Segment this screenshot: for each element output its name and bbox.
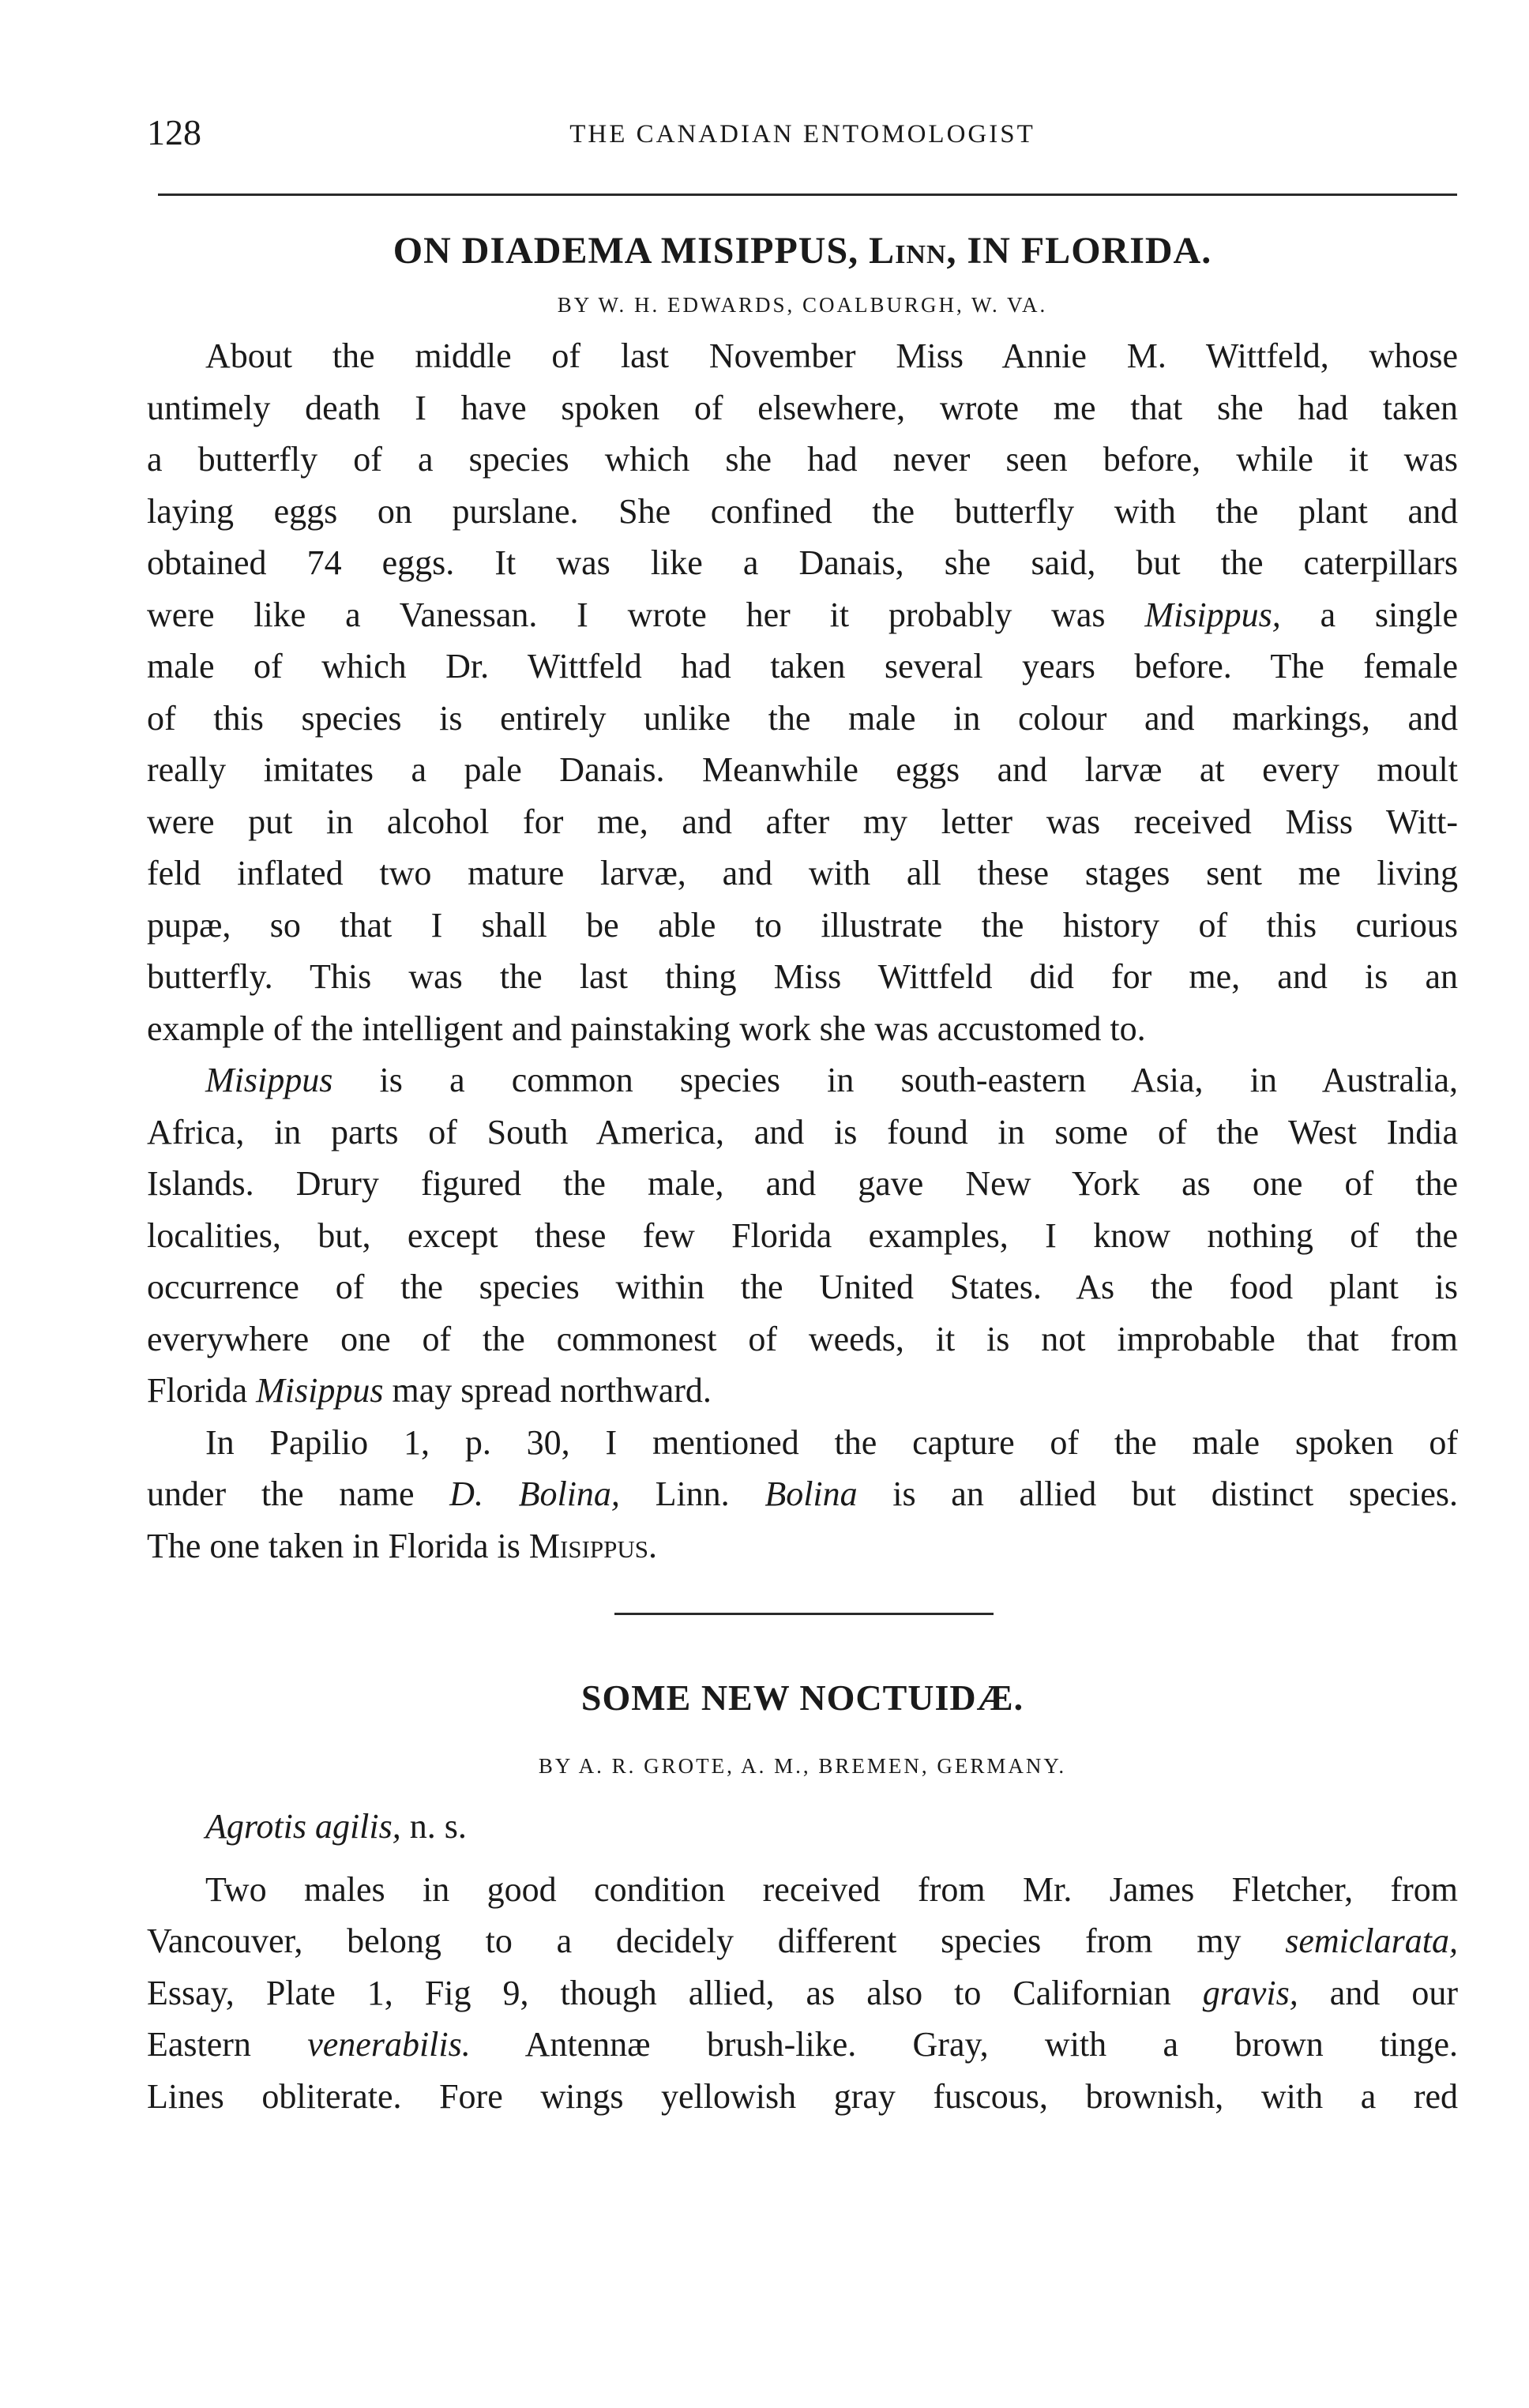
body-line: Lines obliterate. Fore wings yellowish gray fuscous, brownish, with a red bbox=[147, 2076, 1458, 2116]
body-line bbox=[147, 1967, 1458, 2019]
body-line: occurrence of the species within the United States. As the food plant is bbox=[147, 1268, 1458, 1306]
species-italic: gravis, bbox=[1202, 1973, 1298, 2012]
title-part: , IN FLORIDA. bbox=[946, 230, 1212, 272]
article-misippus bbox=[147, 226, 1458, 1572]
text-run: The one taken in Florida is bbox=[147, 1526, 529, 1565]
species-italic: venerabilis. bbox=[307, 2025, 471, 2064]
text-run: were like a Vanessan. I wrote her it probably was bbox=[147, 595, 1106, 634]
text-run: a single bbox=[1280, 595, 1459, 634]
page-number: 128 bbox=[147, 112, 201, 152]
text-run: Vancouver, belong to a decidely different species from my bbox=[147, 1922, 1286, 1960]
species-italic: semiclarata, bbox=[1285, 1922, 1458, 1960]
species-smallcaps: Misippus bbox=[528, 1526, 649, 1565]
article-noctuidae bbox=[147, 1673, 1458, 2122]
article-body bbox=[147, 1864, 1458, 2123]
body-line: In Papilio 1, p. 30, I mentioned the capture of the male spoken of bbox=[205, 1422, 1458, 1462]
text-run: under the name bbox=[147, 1474, 450, 1513]
text-run: is an allied but distinct species. bbox=[857, 1474, 1458, 1513]
body-line: were put in alcohol for me, and after my letter was received Miss Witt- bbox=[147, 802, 1458, 841]
species-italic: Misippus, bbox=[1144, 595, 1281, 634]
body-line: butterfly. This was the last thing Miss Wittfeld did for me, and is an bbox=[147, 957, 1458, 996]
title-author-abbrev: Linn bbox=[869, 230, 947, 272]
text-run: Florida bbox=[147, 1371, 257, 1410]
journal-title: THE CANADIAN ENTOMOLOGIST bbox=[569, 120, 1035, 148]
body-line: obtained 74 eggs. It was like a Danais, she said, but the caterpillars bbox=[147, 543, 1458, 582]
species-italic: Misippus bbox=[205, 1061, 333, 1099]
body-line: male of which Dr. Wittfeld had taken several years before. The female bbox=[147, 647, 1458, 686]
body-line bbox=[147, 589, 1458, 641]
body-line bbox=[147, 2019, 1458, 2071]
body-line bbox=[147, 1468, 1458, 1520]
header-rule bbox=[158, 193, 1457, 196]
text-run: Antennæ brush-like. Gray, with a brown tinge. bbox=[470, 2025, 1458, 2064]
body-line: localities, but, except these few Florida examples, I know nothing of the bbox=[147, 1215, 1458, 1255]
species-italic: Bolina bbox=[764, 1474, 858, 1513]
body-line: Two males in good condition received from Mr. James Fletcher, from bbox=[205, 1869, 1458, 1909]
species-heading bbox=[147, 1801, 1458, 1853]
running-head bbox=[147, 109, 1458, 156]
body-line bbox=[147, 1520, 1458, 1572]
body-line: a butterfly of a species which she had never seen before, while it was bbox=[147, 440, 1458, 479]
section-divider bbox=[614, 1613, 994, 1615]
text-run: Essay, Plate 1, Fig 9, though allied, as also to Californian bbox=[147, 1973, 1203, 2012]
body-line: of this species is entirely unlike the male in colour and markings, and bbox=[147, 698, 1458, 738]
body-line: really imitates a pale Danais. Meanwhile eggs and larvæ at every moult bbox=[147, 750, 1458, 789]
body-line: About the middle of last November Miss Annie M. Wittfeld, whose bbox=[205, 336, 1458, 375]
article-title: SOME NEW NOCTUIDÆ. bbox=[580, 1677, 1024, 1718]
body-line: untimely death I have spoken of elsewhere, wrote me that she had taken bbox=[147, 388, 1458, 427]
body-line bbox=[147, 1915, 1458, 1967]
body-line: pupæ, so that I shall be able to illustrate the history of this curious bbox=[147, 905, 1458, 945]
body-line bbox=[147, 1365, 1458, 1417]
species-suffix: n. s. bbox=[400, 1807, 467, 1846]
text-run: Linn. bbox=[619, 1474, 765, 1513]
body-line: everywhere one of the commonest of weeds, it is not improbable that from bbox=[147, 1319, 1458, 1358]
text-run: . bbox=[648, 1526, 658, 1565]
species-italic: Misippus bbox=[256, 1371, 384, 1410]
body-line bbox=[147, 1054, 1458, 1106]
article-body bbox=[147, 330, 1458, 1572]
text-run: and our bbox=[1298, 1973, 1458, 2012]
body-line: laying eggs on purslane. She confined the butterfly with the plant and bbox=[147, 491, 1458, 531]
body-line: feld inflated two mature larvæ, and with all these stages sent me living bbox=[147, 854, 1458, 892]
body-line: example of the intelligent and painstaking work she was accustomed to. bbox=[147, 1009, 1146, 1048]
species-name: Agrotis agilis, bbox=[205, 1807, 401, 1846]
article-byline: BY A. R. GROTE, A. M., BREMEN, GERMANY. bbox=[538, 1754, 1067, 1778]
text-run: may spread northward. bbox=[383, 1371, 712, 1410]
text-run: Eastern bbox=[147, 2025, 308, 2064]
title-part: ON DIADEMA MISIPPUS, bbox=[393, 230, 870, 272]
article-title bbox=[147, 226, 1458, 276]
text-run: is a common species in south-eastern Asia, in Australia, bbox=[332, 1061, 1458, 1099]
body-line: Islands. Drury figured the male, and gave New York as one of the bbox=[147, 1164, 1458, 1203]
article-byline: BY W. H. EDWARDS, COALBURGH, W. VA. bbox=[557, 293, 1048, 317]
species-italic: D. Bolina, bbox=[449, 1474, 620, 1513]
body-line: Africa, in parts of South America, and is found in some of the West India bbox=[147, 1112, 1458, 1151]
